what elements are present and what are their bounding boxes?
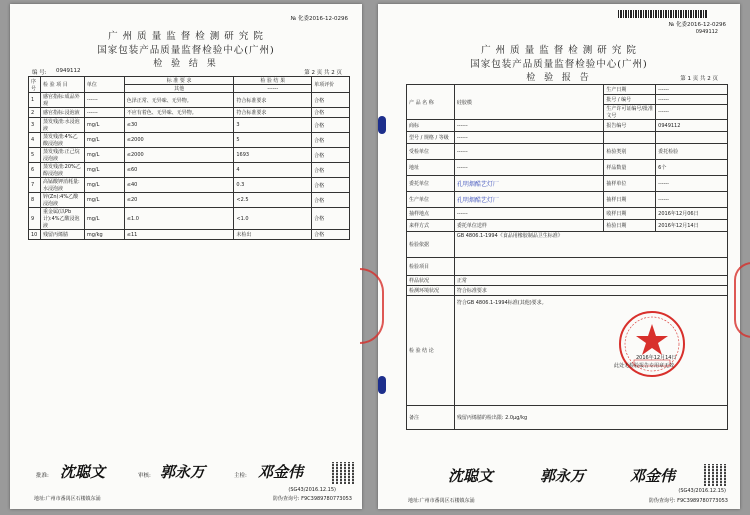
basis-value: GB 4806.1-1994《食品用橡胶制品卫生标准》: [454, 232, 727, 258]
model-value: ------: [454, 132, 603, 144]
cell-item: 残留丙烯腈: [40, 230, 84, 240]
center-title: 国家包装产品质量监督检验中心(广州): [470, 59, 648, 70]
cell-std: ≤60: [124, 163, 234, 178]
cell-item: 蒸发残渣:4%乙酸浸泡液: [40, 133, 84, 148]
cell-unit: mg/L: [84, 163, 124, 178]
env-label: 检测环境状况: [407, 286, 455, 296]
punch-hole-icon: [378, 376, 386, 394]
cell-item: 高锰酸钾消耗量:水浸泡液: [40, 178, 84, 193]
approve-signature: 沈聪文: [60, 463, 106, 481]
model-label: 型号 / 规格 / 等级: [407, 132, 455, 144]
test-type-label: 检验类别: [604, 144, 656, 160]
remark-value: 残留丙烯腈的检出限: 2.0μg/kg: [454, 406, 727, 430]
cell-result: 未检出: [234, 230, 312, 240]
status-label: 样品状况: [407, 276, 455, 286]
basis-label: 检验依据: [407, 232, 455, 258]
report-cover-sheet: [378, 4, 740, 509]
cell-result: 符合标准要求: [234, 93, 312, 108]
cell-no: 9: [29, 208, 41, 230]
approve-signature: 沈聪文: [448, 467, 494, 485]
cell-unit: ------: [84, 108, 124, 118]
report-number: № 化委2016-12-0296: [668, 22, 726, 28]
report-no-label: 报告编号: [604, 120, 656, 132]
cell-no: 4: [29, 133, 41, 148]
cell-no: 1: [29, 93, 41, 108]
cell-eval: 合格: [312, 118, 350, 133]
cell-unit: mg/kg: [84, 230, 124, 240]
seam-stamp-right: [734, 262, 750, 338]
check-label: 主检:: [234, 473, 247, 479]
head-no: 序号: [29, 77, 41, 93]
punch-hole-icon: [378, 116, 386, 134]
cell-result: 5: [234, 133, 312, 148]
cell-result: 3: [234, 118, 312, 133]
sheet-title: 检 验 报 告: [526, 73, 592, 83]
cell-no: 3: [29, 118, 41, 133]
cell-result: 0.3: [234, 178, 312, 193]
site-value: ------: [454, 208, 603, 220]
cell-no: 5: [29, 148, 41, 163]
batch-value: ------: [656, 95, 728, 105]
license-value: ------: [656, 105, 728, 120]
head-std: 标 准 要 求: [124, 77, 234, 85]
cell-std: ≤1.0: [124, 208, 234, 230]
cell-std: 不应有着色、无异味、无异物。: [124, 108, 234, 118]
review-signature: 郭永万: [540, 467, 586, 485]
head-result: 检 验 结 果: [234, 77, 312, 85]
cell-std: ≤2000: [124, 148, 234, 163]
test-type-value: 委托检验: [656, 144, 728, 160]
address-label: 地址: [407, 160, 455, 176]
cell-unit: mg/L: [84, 148, 124, 163]
remark-label: 备注: [407, 406, 455, 430]
table-row: [29, 93, 350, 108]
test-date-value: 2016年12月14日: [656, 220, 728, 232]
license-label: 生产许可证编号/批准文号: [604, 105, 656, 120]
table-row: [29, 193, 350, 208]
cell-item: 感官指标:成品外观: [40, 93, 84, 108]
qr-code-icon: [704, 464, 726, 486]
institute-title: 广 州 质 量 监 督 检 测 研 究 院: [108, 31, 264, 42]
sample-method-value: 委托单位送样: [454, 220, 603, 232]
cell-eval: 合格: [312, 230, 350, 240]
cell-item: 重金属(以Pb计):4%乙酸浸泡液: [40, 208, 84, 230]
sampler-value: ------: [656, 176, 728, 192]
cell-result: 4: [234, 163, 312, 178]
table-row: [29, 208, 350, 230]
anti-fake-number: 防伪查询号: F9C3989780773053: [272, 496, 352, 502]
cell-result: 符合标准要求: [234, 108, 312, 118]
cell-unit: mg/L: [84, 133, 124, 148]
cell-std: ≤40: [124, 178, 234, 193]
check-signature: 邓金伟: [258, 463, 304, 481]
client-label: 委托单位: [407, 176, 455, 192]
institute-title: 广 州 质 量 监 督 检 测 研 究 院: [481, 45, 637, 56]
head-std-sub: 其他: [124, 85, 234, 93]
seam-stamp-left: [360, 268, 384, 344]
result-table: [28, 76, 350, 240]
result-sheet: [10, 4, 362, 509]
cell-unit: mg/L: [84, 118, 124, 133]
barcode-icon: [618, 10, 708, 18]
cell-std: ≤11: [124, 230, 234, 240]
page-indicator: 第 2 页 共 2 页: [304, 70, 342, 76]
approve-label: 批准:: [36, 473, 49, 479]
cell-unit: mg/L: [84, 193, 124, 208]
cell-eval: 合格: [312, 193, 350, 208]
check-signature: 邓金伟: [630, 467, 676, 485]
cell-result: <2.5: [234, 193, 312, 208]
anti-fake-number: 防伪查询号: F9C3989780773053: [648, 498, 728, 504]
items-label: 检验项目: [407, 258, 455, 276]
center-title: 国家包装产品质量监督检验中心(广州): [97, 45, 275, 56]
issue-note: 此处无检验报告专用章无效: [614, 363, 675, 369]
cell-std: ≤2000: [124, 133, 234, 148]
brand-label: 商标: [407, 120, 455, 132]
qr-code-icon: [332, 462, 354, 484]
review-label: 审核:: [138, 473, 151, 479]
cell-no: 8: [29, 193, 41, 208]
conclusion-label: 检 验 结 论: [407, 296, 455, 406]
client-value: 孔明烟酷艺灯厂: [454, 176, 603, 192]
inspection-stamp: [616, 308, 688, 380]
items-value: [454, 258, 727, 276]
brand-value: ------: [454, 120, 603, 132]
cell-item: 蒸发残渣:20%乙醇浸泡液: [40, 163, 84, 178]
cell-unit: mg/L: [84, 178, 124, 193]
cell-item: 蒸发残渣:正己烷浸泡液: [40, 148, 84, 163]
review-signature: 郭永万: [160, 463, 206, 481]
cell-std: ≤20: [124, 193, 234, 208]
cell-eval: 合格: [312, 163, 350, 178]
cell-item: 锌(Zn):4%乙酸浸泡液: [40, 193, 84, 208]
doc-code: (SG43/2016.12.15): [678, 488, 726, 494]
sample-date-value: ------: [656, 192, 728, 208]
maker-value: 孔明烟酷艺灯厂: [454, 192, 603, 208]
cell-eval: 合格: [312, 108, 350, 118]
cell-eval: 合格: [312, 148, 350, 163]
product-name-label: 产 品 名 称: [407, 85, 455, 120]
table-row: [29, 163, 350, 178]
head-result-sub: ------: [234, 85, 312, 93]
cell-eval: 合格: [312, 178, 350, 193]
cell-unit: mg/L: [84, 208, 124, 230]
cell-result: <1.0: [234, 208, 312, 230]
inspected-value: ------: [454, 144, 603, 160]
cell-eval: 合格: [312, 133, 350, 148]
inspected-label: 受检单位: [407, 144, 455, 160]
cell-item: 蒸发残渣:水浸泡液: [40, 118, 84, 133]
footer-address: 地址:广州市番禺区石楼镇东涌: [408, 498, 475, 504]
cell-no: 7: [29, 178, 41, 193]
report-number: № 化委2016-12-0296: [290, 16, 348, 22]
code-value: 0949112: [56, 68, 81, 74]
sample-method-label: 来样方式: [407, 220, 455, 232]
issue-date: 2016年12月14日: [636, 355, 677, 361]
cell-no: 2: [29, 108, 41, 118]
cell-item: 感官指标:浸泡液: [40, 108, 84, 118]
address-value: ------: [454, 160, 603, 176]
cell-eval: 合格: [312, 93, 350, 108]
recv-date-value: 2016年12月06日: [656, 208, 728, 220]
report-no-value: 0949112: [656, 120, 728, 132]
status-value: 正常: [454, 276, 727, 286]
doc-code: (SG43/2016.12.15): [288, 487, 336, 493]
table-row: [29, 148, 350, 163]
table-row: [29, 118, 350, 133]
conclusion-value: 符合GB 4806.1-1994标准(其他)要求。: [454, 296, 727, 406]
sample-date-label: 抽样日期: [604, 192, 656, 208]
table-row: [29, 178, 350, 193]
prod-date-value: ------: [656, 85, 728, 95]
cell-eval: 合格: [312, 208, 350, 230]
head-item: 检 验 项 目: [40, 77, 84, 93]
table-row: [29, 133, 350, 148]
qty-label: 样品数量: [604, 160, 656, 176]
report-code-small: 0949112: [695, 29, 718, 35]
cell-std: ≤30: [124, 118, 234, 133]
product-name-value: 硅胶模: [454, 85, 603, 120]
test-date-label: 检验日期: [604, 220, 656, 232]
maker-label: 生产单位: [407, 192, 455, 208]
head-unit: 单位: [84, 77, 124, 93]
sampler-label: 抽样单位: [604, 176, 656, 192]
cell-unit: ------: [84, 93, 124, 108]
env-value: 符合标准要求: [454, 286, 727, 296]
site-label: 抽样地点: [407, 208, 455, 220]
footer-address: 地址:广州市番禺区石楼镇东涌: [34, 496, 101, 502]
table-row: [29, 230, 350, 240]
head-eval: 单项评价: [312, 77, 350, 93]
cell-std: 色泽正常、无异味、无异物。: [124, 93, 234, 108]
cell-no: 10: [29, 230, 41, 240]
recv-date-label: 收样日期: [604, 208, 656, 220]
prod-date-label: 生产日期: [604, 85, 656, 95]
batch-label: 批号 / 编号: [604, 95, 656, 105]
code-label: 编 号:: [32, 70, 47, 76]
sheet-title: 检 验 结 果: [153, 59, 219, 69]
qty-value: 6个: [656, 160, 728, 176]
cell-no: 6: [29, 163, 41, 178]
table-row: [29, 108, 350, 118]
page-indicator: 第 1 页 共 2 页: [680, 76, 718, 82]
cell-result: 1693: [234, 148, 312, 163]
